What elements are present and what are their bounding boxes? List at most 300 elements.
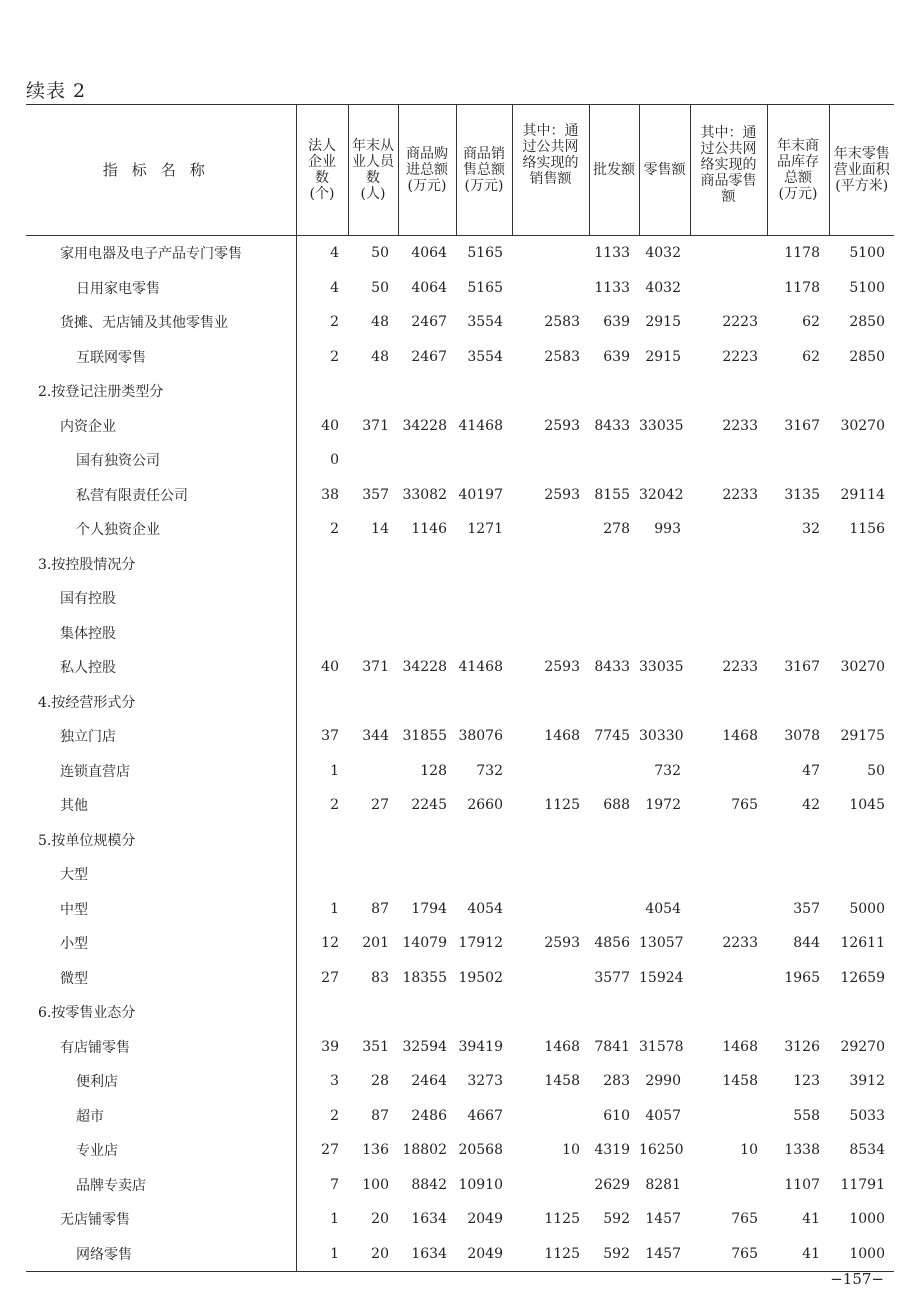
table-cell: 16250 (639, 1142, 684, 1159)
table-cell (690, 823, 767, 858)
table-row (26, 754, 894, 789)
table-title: 续表 2 (26, 80, 87, 102)
table-cell: 50 (371, 279, 389, 296)
table-cell: 1045 (849, 797, 885, 814)
table-cell: 62 (802, 348, 820, 365)
table-cell: 1468 (722, 1038, 758, 1055)
table-cell: 30270 (840, 417, 885, 434)
header-line: 年末零售 (833, 146, 890, 162)
table-cell (348, 857, 398, 892)
indicator-name: 专业店 (26, 1133, 296, 1168)
table-cell: 2915 (645, 314, 681, 331)
table-cell: 12659 (840, 969, 885, 986)
indicator-name: 个人独资企业 (26, 512, 296, 547)
table-cell: 1271 (467, 521, 503, 538)
table-cell: 1178 (784, 279, 820, 296)
table-cell: 41468 (458, 659, 503, 676)
table-row (26, 823, 894, 858)
table-cell: 1 (330, 1211, 339, 1228)
table-row (26, 305, 894, 340)
header-retail (639, 105, 690, 236)
table-cell: 610 (603, 1107, 630, 1124)
table-cell (690, 443, 767, 478)
header-sales (456, 105, 512, 236)
table-cell: 1000 (849, 1211, 885, 1228)
table-row (26, 995, 894, 1030)
table-cell (456, 857, 512, 892)
table-cell: 732 (476, 762, 503, 779)
table-cell (767, 374, 829, 409)
header-line: 销售额 (529, 171, 572, 187)
table-cell (767, 443, 829, 478)
table-cell (690, 271, 767, 306)
table-cell (589, 443, 639, 478)
table-cell: 1 (296, 1237, 348, 1272)
table-cell: 1965 (784, 969, 820, 986)
table-cell (398, 823, 456, 858)
table-cell (767, 581, 829, 616)
table-cell: 1156 (849, 521, 885, 538)
table-cell: 1972 (645, 797, 681, 814)
indicator-name: 6.按零售业态分 (26, 995, 296, 1030)
table-cell (829, 443, 894, 478)
indicator-name: 品牌专卖店 (26, 1168, 296, 1203)
header-line: 额 (721, 189, 736, 205)
indicator-name: 4.按经营形式分 (26, 685, 296, 720)
table-cell (690, 857, 767, 892)
table-cell: 2629 (594, 1176, 630, 1193)
indicator-name: 5.按单位规模分 (26, 823, 296, 858)
table-row (26, 1237, 894, 1272)
table-cell (398, 547, 456, 582)
table-cell (456, 443, 512, 478)
table-cell: 2583 (544, 314, 580, 331)
header-line: 其中：通 (522, 123, 579, 139)
table-cell: 3126 (784, 1038, 820, 1055)
table-cell: 2 (330, 797, 339, 814)
table-cell: 39 (321, 1038, 339, 1055)
table-cell: 3167 (784, 417, 820, 434)
table-cell: 47 (802, 762, 820, 779)
indicator-name: 2.按登记注册类型分 (26, 374, 296, 409)
table-cell: 100 (362, 1176, 389, 1193)
table-row (26, 857, 894, 892)
table-cell (639, 581, 690, 616)
table-cell: 83 (371, 969, 389, 986)
table-cell (512, 236, 589, 271)
table-cell (829, 995, 894, 1030)
table-cell: 32042 (639, 486, 684, 503)
table-cell: 10910 (458, 1176, 503, 1193)
table-cell (398, 374, 456, 409)
table-cell: 5033 (849, 1107, 885, 1124)
table-cell (348, 581, 398, 616)
table-cell: 993 (654, 521, 681, 538)
table-cell (348, 616, 398, 651)
header-indicator-name: 指标名称 (26, 105, 296, 236)
table-cell: 1338 (784, 1142, 820, 1159)
table-cell (690, 995, 767, 1030)
table-row (26, 409, 894, 444)
table-cell: 732 (654, 762, 681, 779)
table-cell (690, 685, 767, 720)
table-cell: 27 (321, 969, 339, 986)
table-cell: 7745 (594, 728, 630, 745)
page-number: −157− (830, 1270, 884, 1288)
table-cell: 20 (371, 1211, 389, 1228)
table-cell (348, 547, 398, 582)
table-cell: 87 (371, 1107, 389, 1124)
table-cell: 3554 (467, 348, 503, 365)
header-line: 数 (366, 170, 380, 186)
table-row (26, 961, 894, 996)
table-cell: 351 (362, 1038, 389, 1055)
indicator-name: 独立门店 (26, 719, 296, 754)
table-cell: 3 (330, 1073, 339, 1090)
table-cell (398, 857, 456, 892)
table-cell: 1000 (829, 1237, 894, 1272)
header-line: 络实现的 (522, 155, 579, 171)
table-cell (296, 823, 348, 858)
table-row (26, 719, 894, 754)
table-cell: 278 (603, 521, 630, 538)
indicator-name: 国有独资公司 (26, 443, 296, 478)
table-row (26, 1030, 894, 1065)
header-line: 售总额 (463, 162, 505, 178)
table-cell (296, 685, 348, 720)
table-cell: 29114 (840, 486, 885, 503)
table-cell (639, 685, 690, 720)
table-cell: 2 (330, 521, 339, 538)
header-line: 络实现的 (700, 157, 757, 173)
table-row (26, 1133, 894, 1168)
table-cell: 2 (330, 1107, 339, 1124)
header-line: 商品购 (406, 146, 448, 162)
table-row (26, 271, 894, 306)
table-row (26, 236, 894, 271)
table-cell: 1146 (411, 521, 447, 538)
table-cell: 30270 (840, 659, 885, 676)
table-cell (589, 685, 639, 720)
table-cell (398, 995, 456, 1030)
table-cell: 41 (767, 1237, 829, 1272)
table-cell: 27 (321, 1142, 339, 1159)
table-cell: 1125 (544, 797, 580, 814)
table-cell (296, 857, 348, 892)
table-cell (512, 512, 589, 547)
table-cell (690, 374, 767, 409)
table-cell (589, 581, 639, 616)
table-cell (348, 443, 398, 478)
table-cell (398, 581, 456, 616)
table-cell (296, 995, 348, 1030)
table-cell: 283 (603, 1073, 630, 1090)
indicator-name: 家用电器及电子产品专门零售 (26, 236, 296, 271)
table-cell: 1133 (594, 245, 630, 262)
indicator-name: 私人控股 (26, 650, 296, 685)
table-cell: 38076 (458, 728, 503, 745)
table-cell (690, 1099, 767, 1134)
statistics-table (26, 104, 894, 1272)
table-cell: 31578 (639, 1038, 684, 1055)
indicator-name: 超市 (26, 1099, 296, 1134)
table-cell: 1457 (645, 1211, 681, 1228)
table-cell: 4319 (594, 1142, 630, 1159)
header-purchases (398, 105, 456, 236)
table-cell: 42 (802, 797, 820, 814)
table-cell: 3078 (784, 728, 820, 745)
header-line: 法人 (308, 138, 336, 154)
table-cell: 8155 (594, 486, 630, 503)
table-cell: 5100 (849, 279, 885, 296)
table-cell (456, 547, 512, 582)
table-cell: 14 (371, 521, 389, 538)
table-row (26, 650, 894, 685)
header-line: 零售额 (643, 162, 686, 178)
header-line: 批发额 (593, 162, 635, 178)
table-cell: 2583 (544, 348, 580, 365)
table-cell: 1107 (784, 1176, 820, 1193)
table-cell (690, 547, 767, 582)
table-row (26, 1064, 894, 1099)
table-cell: 7841 (594, 1038, 630, 1055)
table-cell (767, 823, 829, 858)
indicator-name: 无店铺零售 (26, 1202, 296, 1237)
table-cell: 201 (362, 935, 389, 952)
table-cell (398, 443, 456, 478)
table-cell (589, 892, 639, 927)
table-cell: 1 (330, 900, 339, 917)
table-cell: 371 (362, 659, 389, 676)
table-cell (767, 857, 829, 892)
table-cell: 123 (793, 1073, 820, 1090)
indicator-name: 其他 (26, 788, 296, 823)
table-cell: 688 (603, 797, 630, 814)
table-cell (589, 616, 639, 651)
table-cell: 87 (371, 900, 389, 917)
table-row (26, 1099, 894, 1134)
table-cell: 2850 (849, 348, 885, 365)
table-cell: 31855 (402, 728, 447, 745)
table-cell: 4064 (411, 245, 447, 262)
header-line: 过公共网 (522, 139, 579, 155)
table-cell (348, 995, 398, 1030)
table-cell: 1178 (784, 245, 820, 262)
header-line: (万元) (778, 186, 818, 202)
table-cell (690, 892, 767, 927)
table-cell: 12 (321, 935, 339, 952)
table-cell (296, 547, 348, 582)
table-cell: 2245 (411, 797, 447, 814)
table-cell (348, 823, 398, 858)
table-cell: 4 (330, 279, 339, 296)
table-cell (589, 857, 639, 892)
table-cell: 2990 (645, 1073, 681, 1090)
table-cell: 39419 (458, 1038, 503, 1055)
table-cell (690, 616, 767, 651)
table-cell (639, 823, 690, 858)
table-cell (639, 857, 690, 892)
header-line: 商品零售 (700, 173, 757, 189)
indicator-name: 内资企业 (26, 409, 296, 444)
table-cell: 4667 (467, 1107, 503, 1124)
table-cell: 33082 (402, 486, 447, 503)
table-cell (348, 685, 398, 720)
table-cell: 48 (371, 348, 389, 365)
header-line: 其中：通 (700, 125, 757, 141)
table-cell: 2850 (849, 314, 885, 331)
table-cell (512, 547, 589, 582)
table-cell (456, 581, 512, 616)
table-cell: 50 (371, 245, 389, 262)
table-cell (512, 581, 589, 616)
table-cell: 2593 (544, 659, 580, 676)
table-cell (767, 995, 829, 1030)
table-cell: 2660 (467, 797, 503, 814)
table-cell (829, 685, 894, 720)
table-cell: 8433 (594, 417, 630, 434)
header-line: 品库存 (777, 154, 819, 170)
table-cell: 2233 (722, 659, 758, 676)
indicator-name: 微型 (26, 961, 296, 996)
table-cell: 2486 (411, 1107, 447, 1124)
table-cell (690, 1168, 767, 1203)
header-area (829, 105, 894, 236)
header-line: 年末从 (352, 138, 394, 154)
table-cell (690, 512, 767, 547)
indicator-name: 国有控股 (26, 581, 296, 616)
header-online-sales (512, 105, 589, 236)
indicator-name: 货摊、无店铺及其他零售业 (26, 305, 296, 340)
indicator-name: 日用家电零售 (26, 271, 296, 306)
table-row (26, 685, 894, 720)
table-cell (829, 616, 894, 651)
header-line: 进总额 (406, 162, 448, 178)
table-cell: 5165 (467, 245, 503, 262)
table-cell: 29270 (840, 1038, 885, 1055)
table-row (26, 616, 894, 651)
table-cell (589, 754, 639, 789)
table-cell (589, 995, 639, 1030)
header-line: 商品销 (463, 146, 505, 162)
indicator-name: 便利店 (26, 1064, 296, 1099)
table-cell: 8534 (849, 1142, 885, 1159)
table-cell: 3167 (784, 659, 820, 676)
table-cell (767, 547, 829, 582)
table-cell (512, 754, 589, 789)
table-cell: 34228 (402, 417, 447, 434)
table-cell: 4057 (645, 1107, 681, 1124)
table-cell: 4856 (594, 935, 630, 952)
table-cell (589, 547, 639, 582)
table-cell: 33035 (639, 659, 684, 676)
table-cell: 14079 (402, 935, 447, 952)
table-cell: 136 (362, 1142, 389, 1159)
table-cell: 2593 (544, 417, 580, 434)
table-cell (829, 547, 894, 582)
table-row (26, 547, 894, 582)
table-cell: 1133 (594, 279, 630, 296)
table-cell: 2049 (456, 1237, 512, 1272)
indicator-name: 3.按控股情况分 (26, 547, 296, 582)
table-cell: 28 (371, 1073, 389, 1090)
table-cell: 639 (603, 314, 630, 331)
table-cell: 2593 (544, 935, 580, 952)
table-cell: 844 (793, 935, 820, 952)
table-row (26, 1168, 894, 1203)
table-cell: 18355 (402, 969, 447, 986)
table-cell (512, 995, 589, 1030)
table-cell: 10 (740, 1142, 758, 1159)
header-line: (万元) (407, 178, 447, 194)
table-row (26, 512, 894, 547)
table-cell (639, 374, 690, 409)
indicator-name: 有店铺零售 (26, 1030, 296, 1065)
table-cell (456, 685, 512, 720)
table-cell: 30330 (639, 728, 684, 745)
table-cell: 38 (321, 486, 339, 503)
table-cell: 48 (371, 314, 389, 331)
table-cell: 2233 (722, 486, 758, 503)
indicator-name: 集体控股 (26, 616, 296, 651)
header-online-retail (690, 105, 767, 236)
indicator-name: 大型 (26, 857, 296, 892)
table-cell (512, 374, 589, 409)
table-cell: 765 (731, 797, 758, 814)
table-cell: 20 (348, 1237, 398, 1272)
table-cell (512, 892, 589, 927)
header-employees (348, 105, 398, 236)
table-cell (348, 754, 398, 789)
table-cell (639, 443, 690, 478)
table-cell (512, 823, 589, 858)
table-cell: 1458 (544, 1073, 580, 1090)
table-cell: 2223 (722, 348, 758, 365)
table-cell (296, 616, 348, 651)
table-cell: 344 (362, 728, 389, 745)
header-line: (个) (309, 186, 335, 202)
table-row (26, 478, 894, 513)
table-cell (767, 616, 829, 651)
table-cell: 639 (603, 348, 630, 365)
table-cell (829, 823, 894, 858)
table-cell (639, 547, 690, 582)
table-cell: 2467 (411, 314, 447, 331)
table-cell: 13057 (639, 935, 684, 952)
table-cell: 357 (362, 486, 389, 503)
table-cell: 18802 (402, 1142, 447, 1159)
table-cell: 0 (330, 452, 339, 469)
table-cell: 3912 (849, 1073, 885, 1090)
table-cell: 27 (371, 797, 389, 814)
table-cell: 128 (420, 762, 447, 779)
table-cell: 4032 (645, 279, 681, 296)
table-cell: 4032 (645, 245, 681, 262)
table-cell: 12611 (840, 935, 885, 952)
table-row (26, 340, 894, 375)
table-cell: 592 (589, 1237, 639, 1272)
table-cell: 3554 (467, 314, 503, 331)
header-legal-entities (296, 105, 348, 236)
table-cell: 1468 (544, 1038, 580, 1055)
table-cell: 1634 (398, 1237, 456, 1272)
table-cell: 2467 (411, 348, 447, 365)
indicator-name: 私营有限责任公司 (26, 478, 296, 513)
header-line: 过公共网 (700, 141, 757, 157)
table-cell (589, 823, 639, 858)
table-cell (589, 374, 639, 409)
table-cell (348, 374, 398, 409)
